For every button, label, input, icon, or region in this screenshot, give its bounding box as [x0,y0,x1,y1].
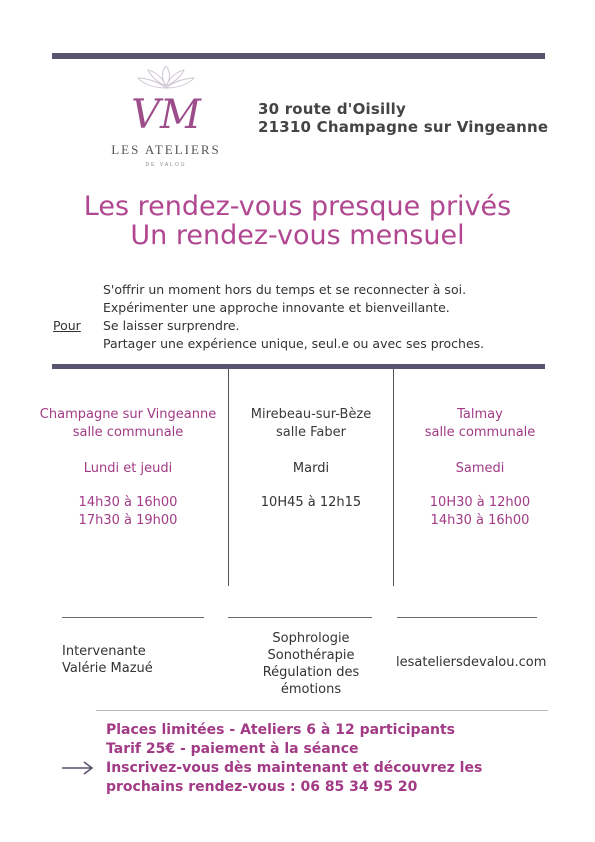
session-day: Mardi [292,461,330,476]
footer-line: Inscrivez-vous dès maintenant et découvrez les [106,760,483,776]
session-place: Talmay [457,407,503,422]
logo-monogram: VM [131,92,201,138]
topics-block [229,630,393,698]
session-times [229,494,393,512]
footer-line: Tarif 25€ - paiement à la séance [106,741,359,757]
session-column-talmay [394,406,566,530]
session-time: 10H30 à 12h00 [429,495,531,510]
session-day: Samedi [455,461,505,476]
footer-line: Places limitées - Ateliers 6 à 12 participants [106,722,456,738]
address-line-2: 21310 Champagne sur Vingeanne [258,118,549,136]
speaker-name: Valérie Mazué [62,661,153,676]
session-venue: salle communale [72,425,184,440]
middle-rule [52,364,545,369]
title-line-2: Un rendez-vous mensuel [130,220,465,251]
info-separator [228,617,372,618]
intro-item: Se laisser surprendre. [103,318,240,333]
speaker-label: Intervenante [62,644,146,659]
title-line-1: Les rendez-vous presque privés [83,191,512,222]
topic-item: Sonothérapie [267,648,355,663]
session-day: Lundi et jeudi [83,461,173,476]
session-column-mirebeau [229,406,393,512]
session-times [394,494,566,530]
intro-item: S'offrir un moment hors du temps et se reconnecter à soi. [103,282,467,297]
address-block [258,100,558,136]
info-separator [62,617,204,618]
topic-item: Régulation des [262,665,360,680]
session-time: 14h30 à 16h00 [430,513,530,528]
intro-prefix: Pour [53,318,81,333]
page-title [0,192,595,250]
website-link[interactable]: lesateliersdevalou.com [396,655,547,670]
logo [96,66,236,170]
logo-sub: DE VALOU [145,162,187,168]
lotus-icon [96,66,236,170]
session-time: 14h30 à 16h00 [78,495,178,510]
footer-line: prochains rendez-vous : 06 85 34 95 20 [106,779,418,795]
intro-item: Expérimenter une approche innovante et bienveillante. [103,300,450,315]
session-time: 10H45 à 12h15 [260,495,362,510]
intro-list [103,281,573,353]
session-column-champagne [28,406,228,530]
footer-block [106,721,566,797]
session-time: 17h30 à 19h00 [78,513,178,528]
session-times [28,494,228,530]
address-line-1: 30 route d'Oisilly [258,100,406,118]
top-rule [52,53,545,59]
info-separator [397,617,537,618]
session-venue: salle Faber [276,425,346,440]
session-place: Champagne sur Vingeanne [39,407,217,422]
topic-item: Sophrologie [272,631,350,646]
intro-item: Partager une expérience unique, seul.e ou avec ses proches. [103,336,485,351]
arrow-icon [60,760,96,776]
logo-brand: LES ATELIERS [111,142,221,157]
bottom-rule [96,710,548,711]
session-place: Mirebeau-sur-Bèze [250,407,372,422]
speaker-block [62,643,222,677]
session-venue: salle communale [424,425,536,440]
topic-item: émotions [280,682,342,697]
